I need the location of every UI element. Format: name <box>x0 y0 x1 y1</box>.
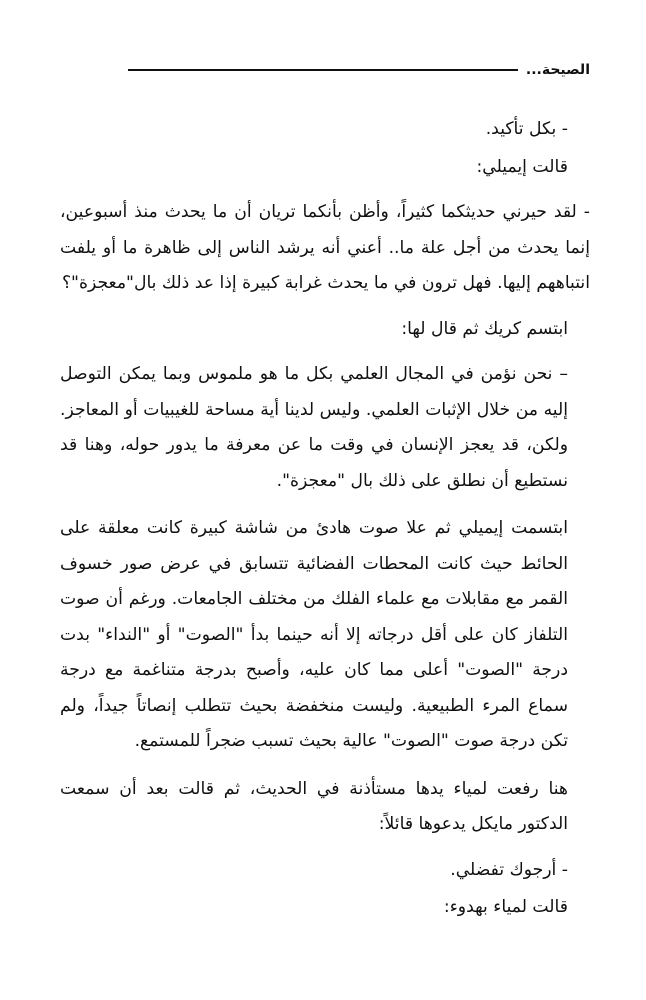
narrative-paragraph: ابتسمت إيميلي ثم علا صوت هادئ من شاشة كبيرة كانت معلقة على الحائط حيث كانت المحطات الفضائية تتسابق في عرض صور خسوف القمر مع مقابلات مع علماء الفلك من مختلف الجامعات. ورغم أن صوت التلفاز كان على أقل درجاته إلا أنه حينما بدأ "الصوت" أو "النداء" بدت درجة "الصوت" أعلى مما كان عليه، وأصبح بدرجة متناغمة مع درجة سماع المرء الطبيعية. وليست منخفضة بحيث تتطلب إنصاتاً جيداً، ولم تكن درجة صوت "الصوت" عالية بحيث تسبب ضجراً للمستمع. <box>60 518 568 751</box>
speaker-line: قالت لمياء بهدوء: <box>443 897 568 917</box>
header-rule <box>128 69 518 71</box>
speaker-line: قالت إيميلي: <box>476 156 568 177</box>
narrative-paragraph: هنا رفعت لمياء يدها مستأذنة في الحديث، ثم قالت بعد أن سمعت الدكتور مايكل يدعوها قائلاً: <box>60 778 568 834</box>
dialogue-paragraph: - لقد حيرني حديثكما كثيراً، وأظن بأنكما تريان أن ما يحدث منذ أسبوعين، إنما يحدث من أجل علة ما.. أعني أنه يرشد الناس إلى ظاهرة ما أو يلفت انتباههم إليها. فهل ترون في ما يحدث غرابة كبيرة إذا عد ذلك بال"معجزة"؟ <box>60 202 590 293</box>
speaker-line: ابتسم كريك ثم قال لها: <box>401 318 568 339</box>
dialogue-paragraph: – نحن نؤمن في المجال العلمي بكل ما هو ملموس وبما يمكن التوصل إليه من خلال الإثبات العلمي. وليس لدينا أية مساحة للغيبيات أو المعاجز. ولكن، قد يعجز الإنسان في وقت ما عن معرفة ما يدور حوله، وهنا قد نستطيع أن نطلق على ذلك بال "معجزة". <box>60 364 568 491</box>
running-title: الصيحة... <box>525 62 590 78</box>
dialogue-line: - أرجوك تفضلي. <box>450 859 568 880</box>
running-header <box>60 58 590 82</box>
dialogue-line: - بكل تأكيد. <box>485 119 568 139</box>
body-text <box>60 112 590 926</box>
